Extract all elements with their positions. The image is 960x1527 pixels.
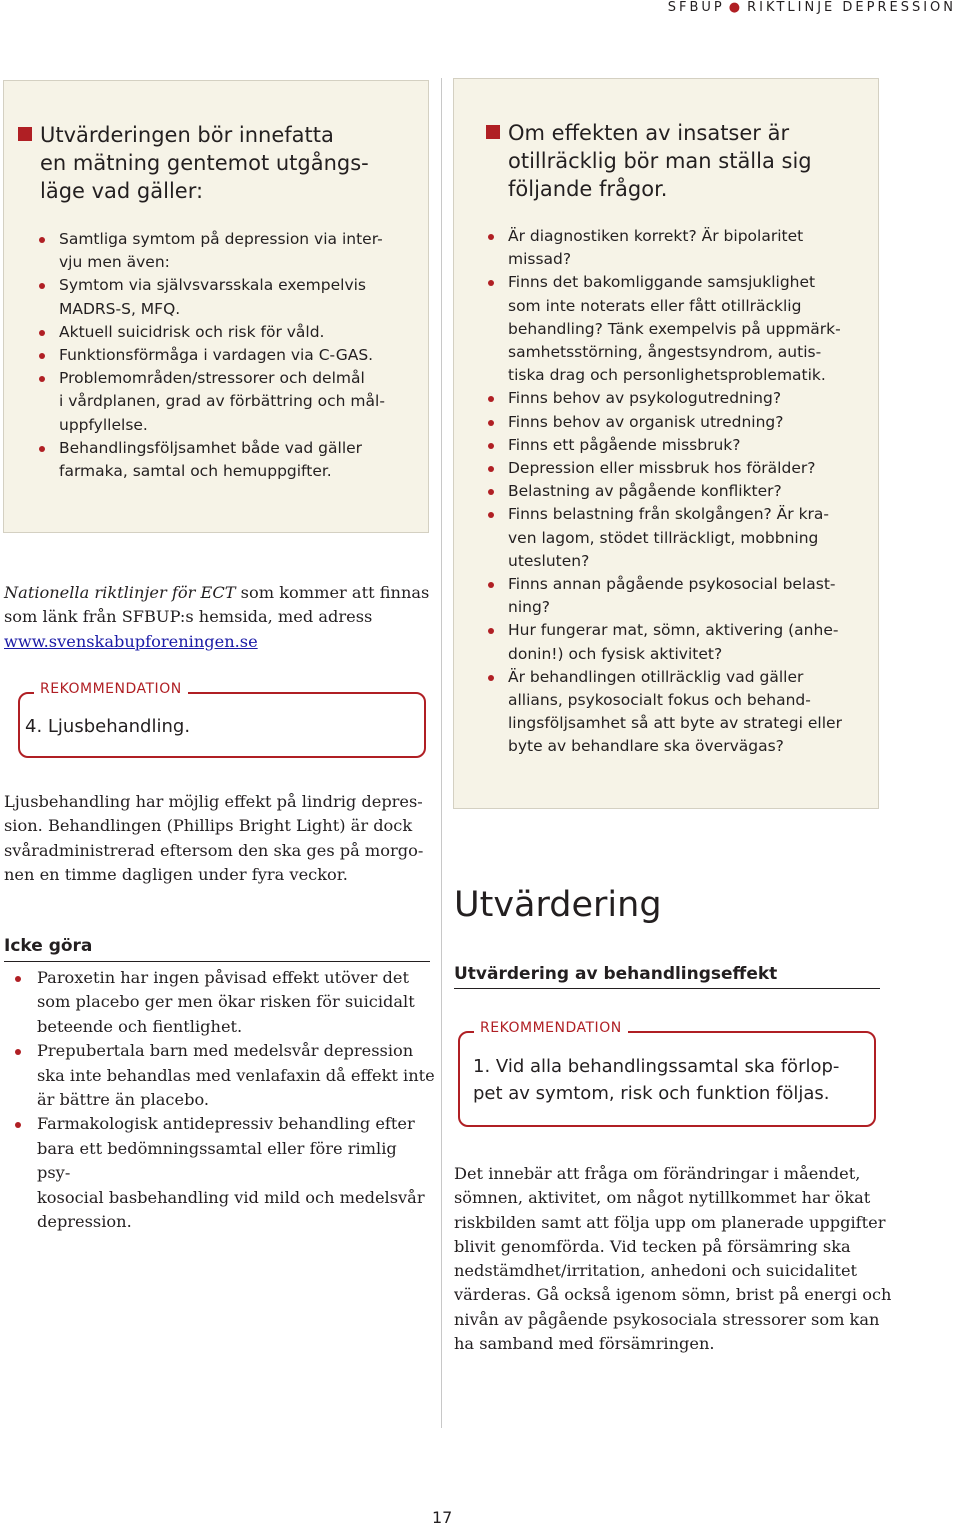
red-square-icon	[486, 125, 500, 139]
list-item: Finns behov av organisk utredning?	[486, 411, 876, 434]
list-item: Belastning av pågående konflikter?	[486, 480, 876, 503]
list-item: Är behandlingen otillräcklig vad gäller allians, psykosocialt fokus och behand- lingsföljsamhet så att byte av strategi eller byte av behandlare ska övervägas?	[486, 666, 876, 759]
list-item: Funktionsförmåga i vardagen via C-GAS.	[37, 344, 427, 367]
recommendation-label: REKOMMENDATION	[474, 1020, 628, 1036]
list-item: Är diagnostiken korrekt? Är bipolaritet missad?	[486, 225, 876, 271]
recommendation-box-evaluation	[458, 1020, 876, 1127]
list-item: Finns behov av psykologutredning?	[486, 387, 876, 410]
list-item: Prepubertala barn med medelsvår depression ska inte behandlas med venlafaxin då effekt inte är bättre än placebo.	[15, 1039, 435, 1112]
evaluation-criteria-list	[37, 228, 427, 483]
page-number: 17	[432, 1508, 453, 1527]
recommendation-label: REKOMMENDATION	[34, 681, 188, 697]
section-title: Utvärdering	[454, 885, 662, 925]
list-item: Finns belastning från skolgången? Är kra- ven lagom, stödet tillräckligt, mobbning utesluten?	[486, 503, 876, 573]
header-brand: SFBUP	[667, 0, 725, 15]
recommendation-text: 1. Vid alla behandlingssamtal ska förlop- pet av symtom, risk och funktion följas.	[473, 1056, 840, 1104]
section-subtitle: Utvärdering av behandlingseffekt	[454, 964, 880, 989]
ect-note-italic: Nationella riktlinjer för ECT	[4, 583, 236, 602]
list-item: Depression eller missbruk hos förälder?	[486, 457, 876, 480]
header-bullet: ●	[728, 0, 744, 15]
list-item: Finns ett pågående missbruk?	[486, 434, 876, 457]
do-not-heading: Icke göra	[4, 936, 430, 962]
column-divider	[441, 78, 442, 1428]
list-item: Symtom via självsvarsskala exempelvis MADRS-S, MFQ.	[37, 274, 427, 320]
list-item: Finns annan pågående psykosocial belast- ning?	[486, 573, 876, 619]
do-not-list	[15, 966, 435, 1234]
list-item: Aktuell suicidrisk och risk för våld.	[37, 321, 427, 344]
list-item: Hur fungerar mat, sömn, aktivering (anhe- donin!) och fysisk aktivitet?	[486, 619, 876, 665]
insufficient-effect-heading: Om effekten av insatser är otillräcklig bör man ställa sig följande frågor.	[508, 119, 874, 203]
list-item: Finns det bakomliggande samsjuklighet som inte noterats eller fått otillräcklig behandling? Tänk exempelvis på uppmärk- samhetsstörning, ångestsyndrom, autis- tiska drag och personlighetsproblematik.	[486, 271, 876, 387]
evaluation-criteria-heading: Utvärderingen bör innefatta en mätning gentemot utgångs- läge vad gäller:	[40, 121, 420, 205]
recommendation-box-light-therapy	[18, 681, 426, 758]
list-item: Problemområden/stressorer och delmål i vårdplanen, grad av förbättring och mål- uppfyllelse.	[37, 367, 427, 437]
evaluation-criteria-box	[3, 80, 429, 533]
sfbup-website-link[interactable]: www.svenskabupforeningen.se	[4, 631, 258, 651]
header-title: RIKTLINJE DEPRESSION	[747, 0, 956, 15]
list-item: Samtliga symtom på depression via inter- vju men även:	[37, 228, 427, 274]
red-square-icon	[18, 127, 32, 141]
recommendation-text: 4. Ljusbehandling.	[25, 716, 191, 737]
evaluation-paragraph: Det innebär att fråga om förändringar i måendet, sömnen, aktivitet, om något nytillkommet har ökat riskbilden samt att följa upp om planerade uppgifter blivit genomförda. Vid tecken på försämring ska nedstämdhet/irritation, anhedoni och suicidalitet värderas. Gå också igenom sömn, brist på energi och nivån av pågående psykosociala stressorer som kan ha samband med försämringen.	[454, 1164, 892, 1354]
insufficient-effect-box	[453, 78, 879, 809]
ect-note: Nationella riktlinjer för ECT som kommer att finnas som länk från SFBUP:s hemsida, med adress www.svenskabupforeningen.se	[4, 583, 430, 651]
list-item: Behandlingsföljsamhet både vad gäller farmaka, samtal och hemuppgifter.	[37, 437, 427, 483]
list-item: Farmakologisk antidepressiv behandling efter bara ett bedömningssamtal eller före rimlig psy- kosocial basbehandling vid mild och medelsvår depression.	[15, 1112, 435, 1234]
light-therapy-paragraph: Ljusbehandling har möjlig effekt på lindrig depres- sion. Behandlingen (Phillips Bright Light) är dock svåradministrerad eftersom den ska ges på morgo- nen en timme dagligen under fyra veckor.	[4, 792, 424, 884]
running-header	[668, 0, 956, 15]
list-item: Paroxetin har ingen påvisad effekt utöver det som placebo ger men ökar risken för suicidalt beteende och fientlighet.	[15, 966, 435, 1039]
questions-list	[486, 225, 876, 759]
